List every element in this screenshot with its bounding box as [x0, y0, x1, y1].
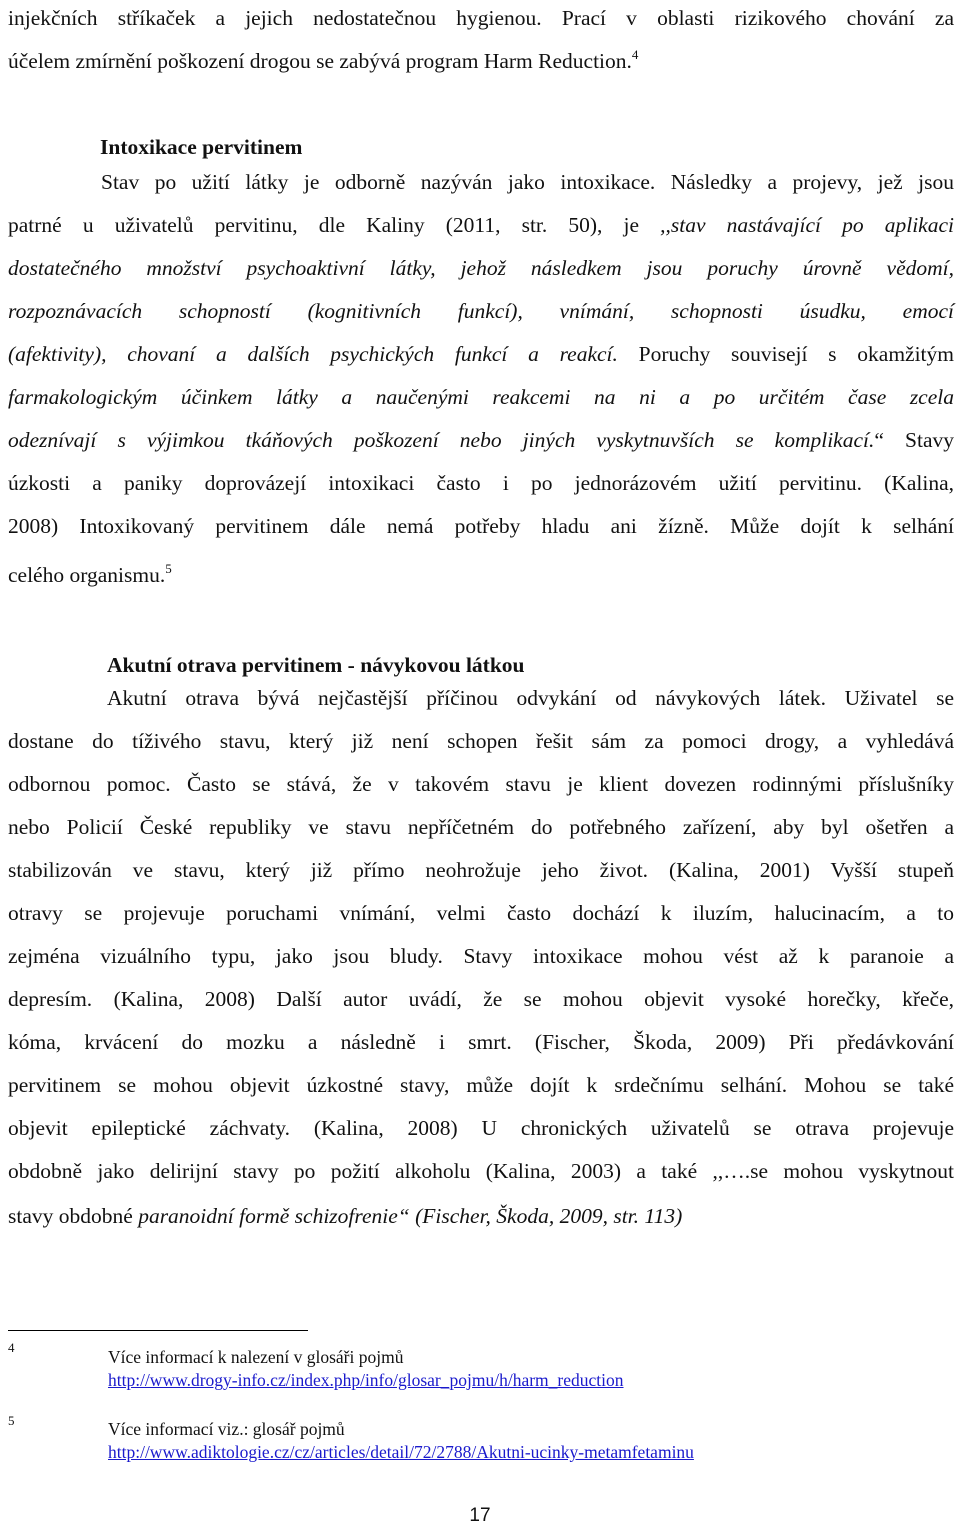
- s1-line-6: farmakologickým účinkem látky a naučenými reakcemi na ni a po určitém čase zcela: [8, 385, 954, 409]
- s1-line-9: 2008) Intoxikovaný pervitinem dále nemá potřeby hladu ani žízně. Může dojít k selhání: [8, 514, 954, 538]
- footnote-5-text: Více informací viz.: glosář pojmů: [108, 1419, 345, 1439]
- footnote-5-number: 5: [8, 1413, 15, 1428]
- s2-line-2: dostane do tíživého stavu, který již není schopen řešit sám za pomoci drogy, a vyhledává: [8, 729, 954, 753]
- intro-line-1: injekčních stříkaček a jejich nedostatečnou hygienou. Prací v oblasti rizikového chování za: [8, 6, 954, 30]
- s1-line-5a: (afektivity), chovaní a dalších psychických funkcí a reakcí.: [8, 342, 618, 366]
- s1-line-2a: patrné u uživatelů pervitinu, dle Kaliny (2011, str. 50), je: [8, 213, 661, 237]
- s2-line-10: pervitinem se mohou objevit úzkostné stavy, může dojít k srdečnímu selhání. Mohou se také: [8, 1073, 954, 1097]
- s1-line-7: [8, 425, 954, 455]
- s2-line-9: kóma, krvácení do mozku a následně i smrt. (Fischer, Škoda, 2009) Při předávkování: [8, 1030, 954, 1054]
- s1-line-2b: ,,stav nastávající po aplikaci: [660, 213, 954, 237]
- s1-line-8: úzkosti a paniky doprovázejí intoxikaci často i po jednorázovém užití pervitinu. (Kalina,: [8, 471, 954, 495]
- s2-line-5: stabilizován ve stavu, který již přímo neohrožuje jeho život. (Kalina, 2001) Vyšší stupeň: [8, 858, 954, 882]
- s2-line-13: [8, 1201, 954, 1231]
- s1-line-2: [8, 210, 954, 240]
- s1-line-3: dostatečného množství psychoaktivní látky, jehož následkem jsou poruchy úrovně vědomí,: [8, 256, 954, 280]
- s2-line-13a: stavy obdobné: [8, 1204, 139, 1228]
- intro-line-2-text: účelem zmírnění poškození drogou se zabývá program Harm Reduction.: [8, 49, 632, 73]
- s2-line-8: depresím. (Kalina, 2008) Další autor uvádí, že se mohou objevit vysoké horečky, křeče,: [8, 987, 954, 1011]
- footnote-separator: [8, 1330, 308, 1331]
- s1-line-5b: Poruchy souvisejí s okamžitým: [617, 342, 955, 366]
- intro-line-2: [8, 40, 954, 73]
- s1-line-10-text: celého organismu.: [8, 563, 166, 587]
- s2-line-6: otravy se projevuje poruchami vnímání, velmi často dochází k iluzím, halucinacím, a to: [8, 901, 954, 925]
- section-heading-intoxikace: Intoxikace pervitinem: [100, 135, 303, 159]
- s1-line-7b: “ Stavy: [874, 428, 954, 452]
- s2-line-12: obdobně jako delirijní stavy po požití alkoholu (Kalina, 2003) a také ,,….se mohou vyskytnout: [8, 1159, 954, 1183]
- footnote-5-link[interactable]: http://www.adiktologie.cz/cz/articles/detail/72/2788/Akutni-ucinky-metamfetaminu: [108, 1442, 694, 1462]
- footnote-4-text: Více informací k nalezení v glosáři pojmů: [108, 1347, 404, 1367]
- s2-line-1: Akutní otrava bývá nejčastější příčinou odvykání od návykových látek. Uživatel se: [107, 686, 954, 710]
- s1-line-1: Stav po užití látky je odborně nazýván jako intoxikace. Následky a projevy, jež jsou: [101, 170, 954, 194]
- s2-line-7: zejména vizuálního typu, jako jsou bludy. Stavy intoxikace mohou vést až k paranoie a: [8, 944, 954, 968]
- s1-line-7a: odeznívají s výjimkou tkáňových poškození nebo jiných vyskytnuvších se komplikací.: [8, 428, 875, 452]
- footnote-4-link[interactable]: http://www.drogy-info.cz/index.php/info/glosar_pojmu/h/harm_reduction: [108, 1370, 624, 1390]
- s2-line-11: objevit epileptické záchvaty. (Kalina, 2008) U chronických uživatelů se otrava projevuje: [8, 1116, 954, 1140]
- footnote-4-number: 4: [8, 1340, 15, 1355]
- s1-line-4: rozpoznávacích schopností (kognitivních funkcí), vnímání, schopnosti úsudku, emocí: [8, 299, 954, 323]
- s2-line-3: odbornou pomoc. Často se stává, že v takovém stavu je klient dovezen rodinnými příslušníky: [8, 772, 954, 796]
- s2-line-4: nebo Policií České republiky ve stavu nepříčetném do potřebného zařízení, aby byl ošetřen a: [8, 815, 954, 839]
- s1-line-5: [8, 339, 954, 369]
- s1-line-10: [8, 554, 954, 587]
- section-heading-akutni-otrava: Akutní otrava pervitinem - návykovou látkou: [107, 653, 525, 677]
- footnote-ref-4[interactable]: 4: [631, 47, 639, 62]
- footnote-ref-5[interactable]: 5: [165, 561, 172, 576]
- s2-line-13b: paranoidní formě schizofrenie“ (Fischer, Škoda, 2009, str. 113): [138, 1204, 683, 1228]
- page-number: 17: [469, 1505, 491, 1526]
